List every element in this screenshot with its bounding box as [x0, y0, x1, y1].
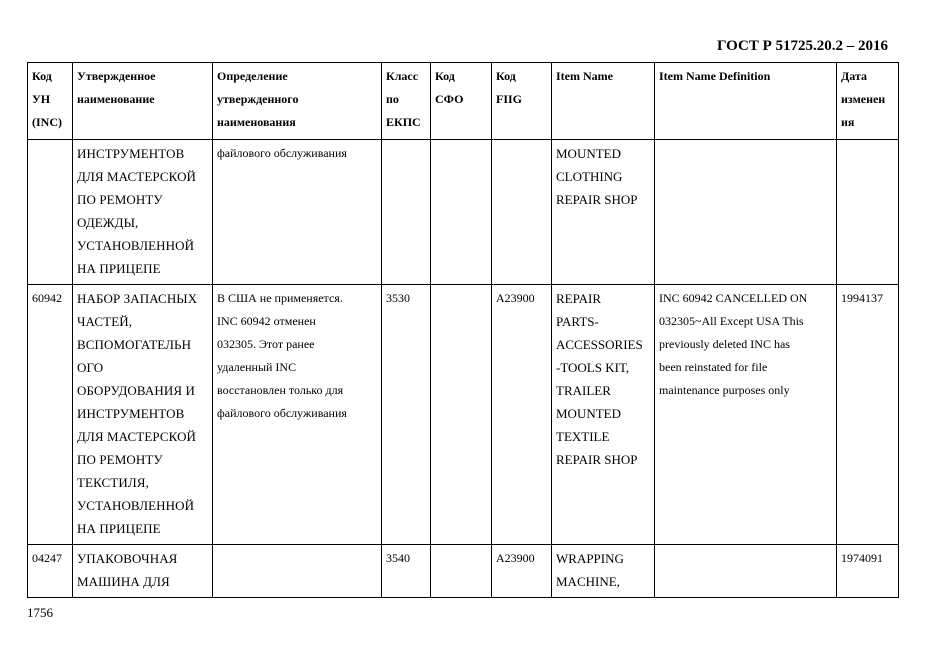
cell-item-name: MOUNTED CLOTHING REPAIR SHOP	[552, 140, 655, 285]
cell-date: 1974091	[837, 545, 899, 598]
cell-inc: 04247	[28, 545, 73, 598]
col-header-approved-name: Утвержденное наименование	[73, 63, 213, 140]
catalog-table	[27, 62, 899, 598]
document-header: ГОСТ Р 51725.20.2 – 2016	[716, 38, 888, 54]
cell-class: 3540	[382, 545, 431, 598]
cell-class	[382, 140, 431, 285]
col-header-item-name-definition: Item Name Definition	[655, 63, 837, 140]
cell-item-name-definition	[655, 140, 837, 285]
cell-fiig: A23900	[492, 545, 552, 598]
col-header-sfo: Код СФО	[431, 63, 492, 140]
cell-fiig: A23900	[492, 285, 552, 545]
cell-item-name-definition	[655, 545, 837, 598]
cell-definition	[213, 545, 382, 598]
col-header-fiig: Код FIIG	[492, 63, 552, 140]
cell-item-name: WRAPPING MACHINE,	[552, 545, 655, 598]
col-header-date: Дата изменен ия	[837, 63, 899, 140]
cell-approved-name: ИНСТРУМЕНТОВ ДЛЯ МАСТЕРСКОЙ ПО РЕМОНТУ ОДЕЖДЫ, УСТАНОВЛЕННОЙ НА ПРИЦЕПЕ	[73, 140, 213, 285]
cell-date	[837, 140, 899, 285]
col-header-inc: Код УН (INC)	[28, 63, 73, 140]
cell-inc	[28, 140, 73, 285]
cell-definition: В США не применяется. INC 60942 отменен 032305. Этот ранее удаленный INC восстановлен только для файлового обслуживания	[213, 285, 382, 545]
table-header-row	[28, 63, 899, 140]
col-header-definition: Определение утвержденного наименования	[213, 63, 382, 140]
page-number: 1756	[27, 605, 53, 620]
col-header-item-name: Item Name	[552, 63, 655, 140]
table-row	[28, 140, 899, 285]
cell-item-name-definition: INC 60942 CANCELLED ON 032305~All Except USA This previously deleted INC has been reinstated for file maintenance purposes only	[655, 285, 837, 545]
cell-inc: 60942	[28, 285, 73, 545]
col-header-class: Класс по ЕКПС	[382, 63, 431, 140]
cell-fiig	[492, 140, 552, 285]
cell-approved-name: НАБОР ЗАПАСНЫХ ЧАСТЕЙ, ВСПОМОГАТЕЛЬН ОГО ОБОРУДОВАНИЯ И ИНСТРУМЕНТОВ ДЛЯ МАСТЕРСКОЙ ПО РЕМОНТУ ТЕКСТИЛЯ, УСТАНОВЛЕННОЙ НА ПРИЦЕПЕ	[73, 285, 213, 545]
cell-sfo	[431, 545, 492, 598]
cell-approved-name: УПАКОВОЧНАЯ МАШИНА ДЛЯ	[73, 545, 213, 598]
table-row	[28, 285, 899, 545]
cell-item-name: REPAIR PARTS- ACCESSORIES -TOOLS KIT, TRAILER MOUNTED TEXTILE REPAIR SHOP	[552, 285, 655, 545]
cell-sfo	[431, 285, 492, 545]
cell-date: 1994137	[837, 285, 899, 545]
table-row	[28, 545, 899, 598]
cell-sfo	[431, 140, 492, 285]
cell-class: 3530	[382, 285, 431, 545]
cell-definition: файлового обслуживания	[213, 140, 382, 285]
